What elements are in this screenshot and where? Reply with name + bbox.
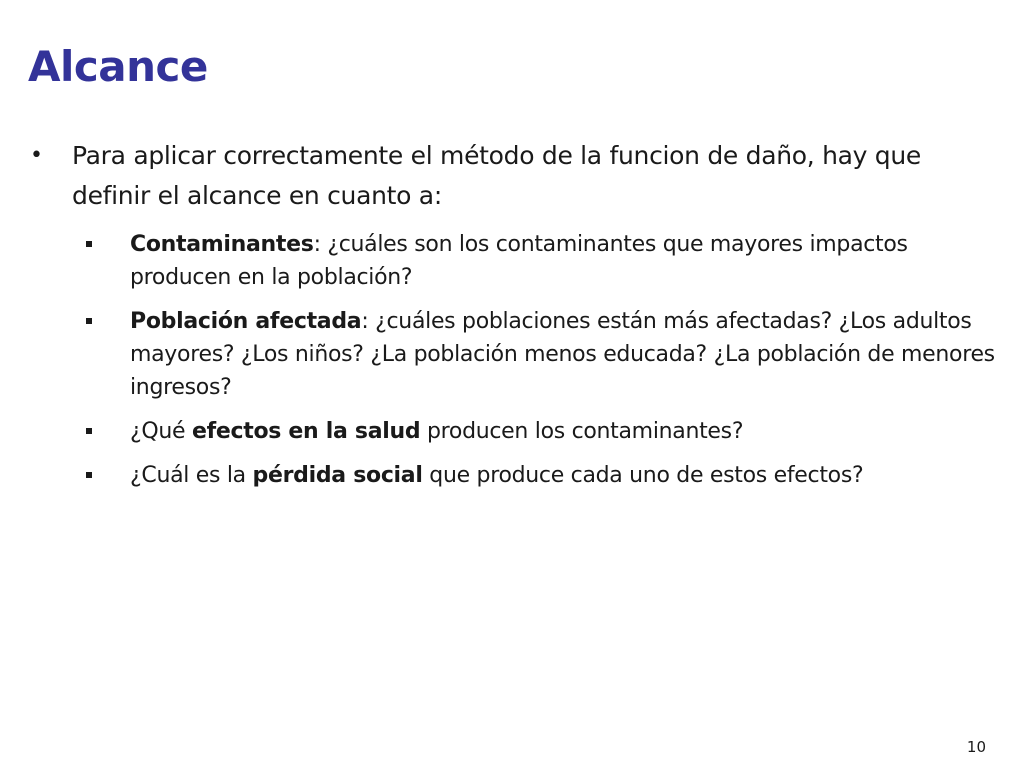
main-bullet-list <box>30 136 990 216</box>
main-bullet-text: Para aplicar correctamente el método de la funcion de daño, hay que definir el alcance en cuanto a: <box>72 141 921 210</box>
sub-bullet-bold: pérdida social <box>252 463 423 488</box>
sub-bullet-item-efectos <box>86 415 996 448</box>
square-bullet-icon <box>86 318 92 324</box>
slide-title: Alcance <box>28 42 208 91</box>
square-bullet-icon <box>86 241 92 247</box>
sub-bullet-bold: Población afectada <box>130 309 362 334</box>
square-bullet-icon <box>86 428 92 434</box>
page-number: 10 <box>966 738 986 756</box>
square-bullet-icon <box>86 472 92 478</box>
sub-bullet-text: : ¿cuáles poblaciones están más afectadas? ¿Los adultos mayores? ¿Los niños? ¿La población menos educada? ¿La población de menores ingresos? <box>130 309 995 400</box>
main-bullet-item <box>30 136 990 216</box>
sub-bullet-prefix: ¿Qué <box>130 419 192 444</box>
sub-bullet-bold: Contaminantes <box>130 232 314 257</box>
sub-bullet-text: que produce cada uno de estos efectos? <box>422 463 864 488</box>
sub-bullet-text: producen los contaminantes? <box>420 419 744 444</box>
round-bullet-icon: • <box>30 143 43 168</box>
sub-bullet-prefix: ¿Cuál es la <box>130 463 253 488</box>
sub-bullet-item-perdida <box>86 459 996 492</box>
sub-bullet-text: : ¿cuáles son los contaminantes que mayores impactos producen en la población? <box>130 232 908 290</box>
sub-bullet-item-contaminantes <box>86 228 996 294</box>
sub-bullet-list <box>86 228 996 503</box>
sub-bullet-bold: efectos en la salud <box>191 419 421 444</box>
sub-bullet-item-poblacion <box>86 305 996 404</box>
